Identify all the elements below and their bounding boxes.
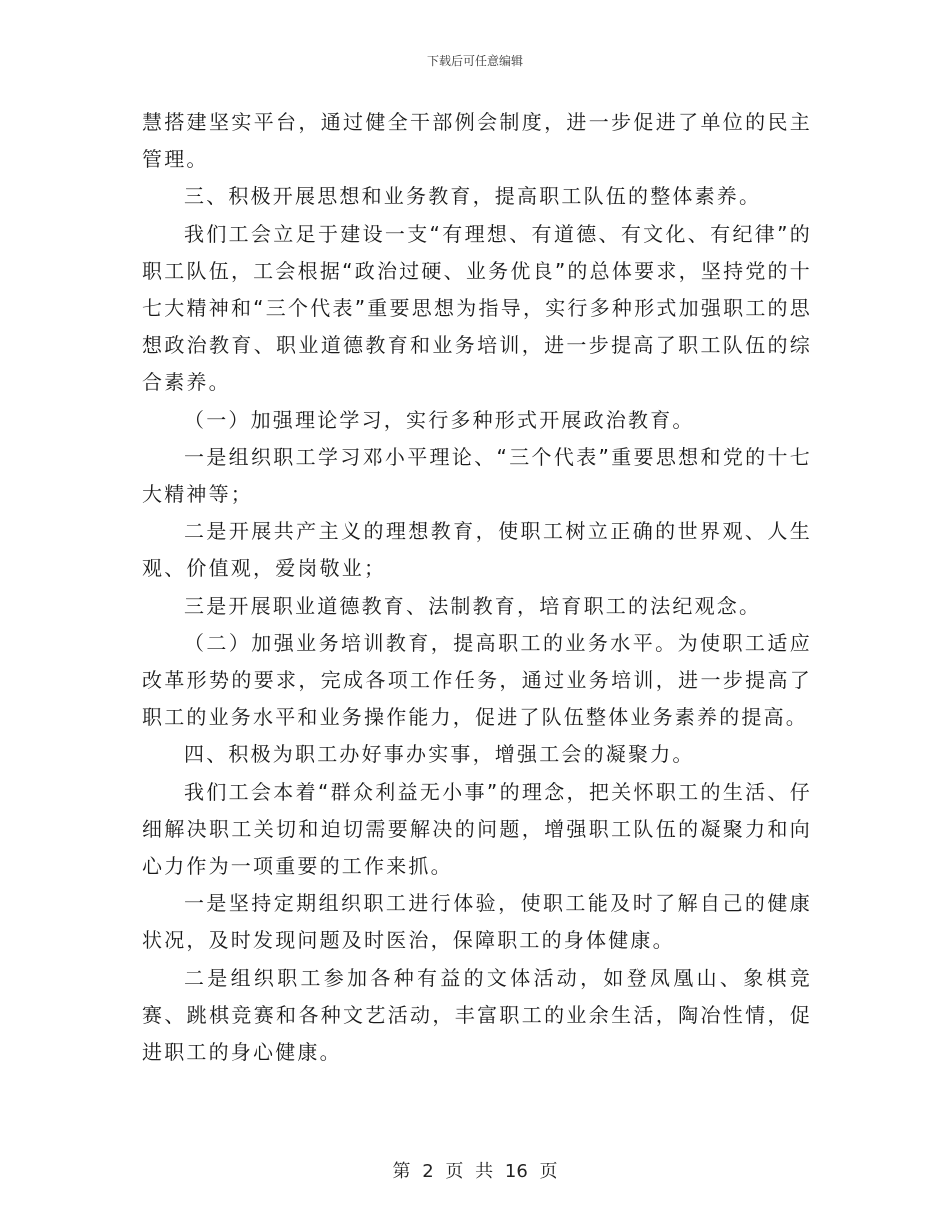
section-heading-4: 四、积极为职工办好事办实事，增强工会的凝聚力。: [184, 742, 695, 767]
footer-total-word: 共: [475, 1161, 494, 1182]
document-body: [142, 104, 812, 1071]
page-header-note: 下载后可任意编辑: [426, 54, 523, 68]
paragraph: 我们工会本着“群众利益无小事”的理念，把关怀职工的生活、仔细解决职工关切和迫切需要解决的问题，增强职工队伍的凝聚力和向心力作为一项重要的工作来抓。: [142, 779, 812, 879]
paragraph: 三是开展职业道德教育、法制教育，培育职工的法纪观念。: [184, 593, 762, 618]
page-number: 2: [422, 1161, 434, 1182]
subsection-heading-1: （一）加强理论学习，实行多种形式开展政治教育。: [184, 407, 695, 432]
paragraph: 一是组织职工学习邓小平理论、“三个代表”重要思想和党的十七大精神等；: [142, 444, 812, 507]
paragraph: 二是组织职工参加各种有益的文体活动，如登凤凰山、象棋竞赛、跳棋竞赛和各种文艺活动，丰富职工的业余生活，陶冶性情，促进职工的身心健康。: [142, 965, 812, 1065]
paragraph: 一是坚持定期组织职工进行体验，使职工能及时了解自己的健康状况，及时发现问题及时医治，保障职工的身体健康。: [142, 891, 812, 953]
paragraph: 二是开展共产主义的理想教育，使职工树立正确的世界观、人生观、价值观，爱岗敬业；: [142, 519, 812, 581]
subsection-heading-2: （二）加强业务培训教育，提高职工的业务水平。为使职工适应改革形势的要求，完成各项工作任务，通过业务培训，进一步提高了职工的业务水平和业务操作能力，促进了队伍整体业务素养的提高。: [142, 630, 812, 730]
section-heading-3: 三、积极开展思想和业务教育，提高职工队伍的整体素养。: [184, 184, 762, 209]
page-footer: [0, 1157, 950, 1183]
paragraph: 我们工会立足于建设一支“有理想、有道德、有文化、有纪律”的职工队伍，工会根据“政治过硬、业务优良”的总体要求，坚持党的十七大精神和“三个代表”重要思想为指导，实行多种形式加强职工的思想政治教育、职业道德教育和业务培训，进一步提高了职工队伍的综合素养。: [142, 221, 812, 395]
paragraph-continuation: 慧搭建坚实平台，通过健全干部例会制度，进一步促进了单位的民主管理。: [142, 110, 812, 172]
footer-page-word: 第: [392, 1161, 411, 1182]
total-pages: 16: [504, 1161, 528, 1182]
footer-total-unit: 页: [539, 1161, 558, 1182]
footer-page-unit: 页: [445, 1161, 464, 1182]
